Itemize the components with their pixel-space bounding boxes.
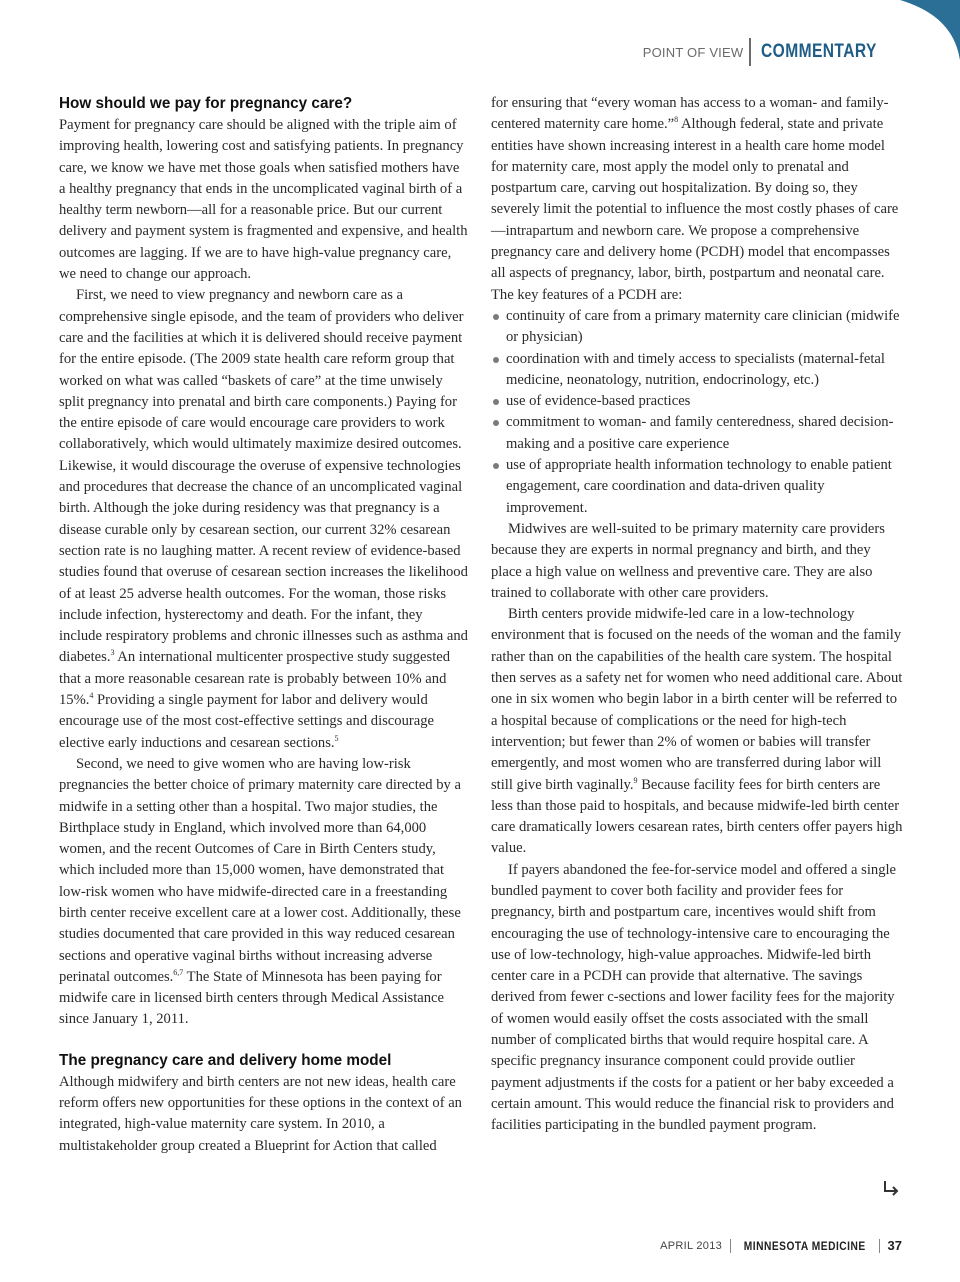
corner-swoosh-icon [900,0,960,60]
page-header [643,38,902,66]
paragraph-payers: If payers abandoned the fee-for-service model and offered a single bundled payment to cover both facility and provider fees for pregnancy, birth and postpartum care, incentives would shift from encouraging the use of technology-intensive care to encouraging the use of low-technology, high-value approaches. Midwife-led birth center care in a PCDH can provide that alternative. The savings derived from fewer c-sections and lower facility fees for the majority of women would easily offset the costs associated with the small number of complicated births that would require hospital care. A specific pregnancy insurance component could provide outlier payment adjustments if the costs for a patient or her baby exceeded a certain amount. This would reduce the financial risk to providers and facilities participating in the bundled payment program. [491,861,897,1134]
left-column [59,93,469,1157]
paragraph-midwives: Midwives are well-suited to be primary maternity care providers because they are experts in normal pregnancy and birth, and they place a high value on wellness and preventive care. They are also trained to collaborate with other care providers. [491,520,885,601]
right-column [491,93,903,1137]
list-item: coordination with and timely access to specialists (maternal-fetal medicine, neonatology, nutrition, endocrinology, etc.) [491,349,903,392]
heading-pcdh-model: The pregnancy care and delivery home model [59,1051,392,1069]
paragraph-payment-intro: Payment for pregnancy care should be aligned with the triple aim of improving health, lowering cost and satisfying patients. In pregnancy care, we know we have met those goals when satisfied mothers have a healthy pregnancy that ends in the uncomplicated vaginal birth of a healthy term newborn—all for a reasonable price. But our current delivery and payment system is fragmented and expensive, and health outcomes are lagging. If we are to have high-value pregnancy care, we need to change our approach. [59,117,468,283]
footer-divider [730,1239,731,1253]
pcdh-features-list [491,306,903,519]
citation-6-7: 6,7 [173,967,184,977]
paragraph-second: Second, we need to give women who are having low-risk pregnancies the better choice of primary maternity care directed by a midwife in a setting other than a hospital. Two major studies, the Birthplace study in England, which involved more than 64,000 women, and the recent Outcomes of Care in Birth Centers study, which included more than 15,000 women, have demonstrated that low-risk women who have midwife-directed care in a freestanding birth center receive excellent care at a lower cost. Additionally, these studies documented that care provided in this way reduced cesarean sections and operative vaginal births without increasing adverse perinatal outcomes.$^{6,7}$ The State of Minnesota has been paying for midwife care in licensed birth centers through Medical Assistance since January 1, 2011. [59,755,461,1028]
paragraph-first: First, we need to view pregnancy and newborn care as a comprehensive single episode, and the team of providers who deliver care and the facilities at which it is delivered should receive payment for the entire episode. (The 2009 state health care reform group that worked on what was called “baskets of care” at the time unwisely split pregnancy into prenatal and birth care components.) Paying for the entire episode of care would encourage care providers to work collaboratively, which would ultimately maximize desired outcomes. Likewise, it would discourage the overuse of expensive technologies and procedures that decrease the chance of an uncomplicated vaginal birth. Although the joke during residency was that pregnancy is a disease curable only by cesarean section, our current 32% cesarean section rate is no laughing matter. A recent review of evidence-based studies found that overuse of cesarean section increases the likelihood of at least 25 adverse health outcomes. For the woman, those risks include infection, hysterectomy and death. For the infant, they include respiratory problems and chronic illnesses such as asthma and diabetes.$^3$ An international multicenter prospective study suggested that a more reasonable cesarean rate is probably between 10% and 15%.$^4$ Providing a single payment for labor and delivery would encourage use of the most cost-effective settings and discourage elective early inductions and cesarean sections.$^5$ [59,287,468,751]
citation-8: 8 [674,115,679,125]
category-label: COMMENTARY [760,41,877,62]
citation-5: 5 [334,733,339,743]
list-item: continuity of care from a primary maternity care clinician (midwife or physician) [491,306,903,349]
page-footer [660,1238,902,1253]
page-number: 37 [887,1238,902,1253]
paragraph-birth-centers: Birth centers provide midwife-led care in a low-technology environment that is focused on the needs of the woman and the family rather than on the capabilities of the health care system. The hospital then serves as a safety net for women who need additional care. About one in six women who begin labor in a birth center will be referred to a hospital because of complications or the need for high-tech intervention; but fewer than 2% of women or babies will transfer emergently, and most women who are transferred during labor will still give birth vaginally.$^9$ Because facility fees for birth centers are less than those paid to hospitals, and because midwife-led birth center care dramatically lowers cesarean rates, birth centers offer payers high value. [491,606,903,857]
section-label: POINT OF VIEW [642,44,744,60]
header-divider [749,38,751,66]
list-item: use of appropriate health information technology to enable patient engagement, care coordination and data-driven quality improvement. [491,455,903,519]
citation-4: 4 [89,691,94,701]
footer-divider [879,1239,880,1253]
citation-3: 3 [110,648,115,658]
paragraph-blueprint: for ensuring that “every woman has access to a woman- and family-centered maternity care home.”$^8$ Although federal, state and private entities have shown increasing interest in a health care home model for maternity care, most apply the model only to prenatal and postpartum care, carving out hospitalization. By doing so, they severely limit the potential to influence the most costly phases of care—intrapartum and newborn care. We propose a comprehensive pregnancy care and delivery home (PCDH) model that encompasses all aspects of pregnancy, labor, birth, postpartum and neonatal care. The key features of a PCDH are: [491,95,899,303]
issue-date: APRIL 2013 [660,1239,723,1252]
continue-arrow-icon [882,1180,900,1196]
heading-payment: How should we pay for pregnancy care? [59,95,353,112]
citation-9: 9 [633,775,638,785]
magazine-name: MINNESOTA MEDICINE [743,1238,866,1253]
paragraph-model-intro: Although midwifery and birth centers are not new ideas, health care reform offers new opportunities for these options in the context of an integrated, high-value maternity care system. In 2010, a multistakeholder group created a Blueprint for Action that called [59,1073,462,1154]
list-item: commitment to woman- and family centeredness, shared decision-making and a positive care experience [491,412,903,455]
list-item: use of evidence-based practices [491,391,903,412]
